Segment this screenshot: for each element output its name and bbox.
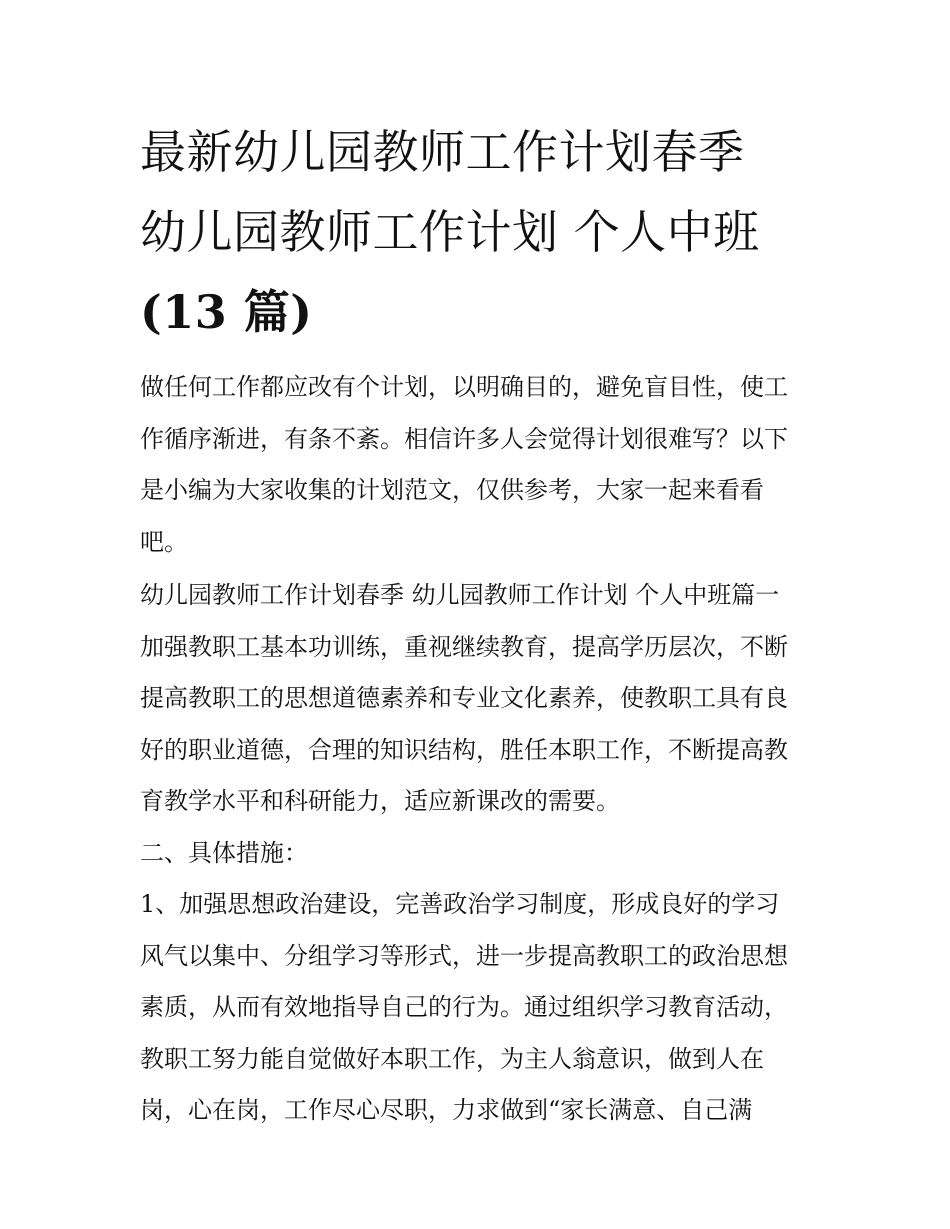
document-title — [140, 112, 818, 352]
section-heading-text: 幼儿园教师工作计划春季 幼儿园教师工作计划 个人中班篇一 — [140, 581, 780, 609]
paragraph-2 — [140, 879, 818, 1137]
title-line: 最新幼儿园教师工作计划春季 — [140, 125, 745, 179]
section-heading — [140, 570, 818, 622]
text-line: 是小编为大家收集的计划范文，仅供参考，大家一起来看看 — [140, 476, 764, 504]
text-line: 育教学水平和科研能力，适应新课改的需要。 — [140, 787, 620, 815]
text-line: 教职工努力能自觉做好本职工作，为主人翁意识，做到人在 — [140, 1044, 764, 1073]
text-line: 作循序渐进，有条不紊。相信许多人会觉得计划很难写？以下 — [140, 424, 788, 453]
text-line: 风气以集中、分组学习等形式，进一步提高教职工的政治思想 — [140, 941, 788, 970]
text-line: 做任何工作都应改有个计划，以明确目的，避免盲目性，使工 — [140, 373, 788, 401]
title-line: 幼儿园教师工作计划 个人中班 — [140, 205, 760, 259]
text-line: 岗，心在岗，工作尽心尽职，力求做到“家长满意、自己满 — [140, 1096, 753, 1124]
body-text — [140, 362, 818, 1137]
text-line: 加强教职工基本功训练，重视继续教育，提高学历层次，不断 — [140, 632, 788, 661]
subheading-text: 二、具体措施： — [140, 838, 308, 867]
document-body — [140, 112, 818, 1137]
title-line: (13 篇) — [140, 285, 313, 339]
intro-paragraph — [140, 362, 818, 568]
text-line: 吧。 — [140, 527, 188, 556]
subheading — [140, 828, 818, 880]
text-line: 好的职业道德，合理的知识结构，胜任本职工作，不断提高教 — [140, 735, 788, 764]
paragraph-1 — [140, 622, 818, 828]
text-line: 素质，从而有效地指导自己的行为。通过组织学习教育活动， — [140, 993, 788, 1021]
text-line: 提高教职工的思想道德素养和专业文化素养，使教职工具有良 — [140, 684, 788, 712]
text-line: 1、加强思想政治建设，完善政治学习制度，形成良好的学习 — [140, 890, 780, 918]
